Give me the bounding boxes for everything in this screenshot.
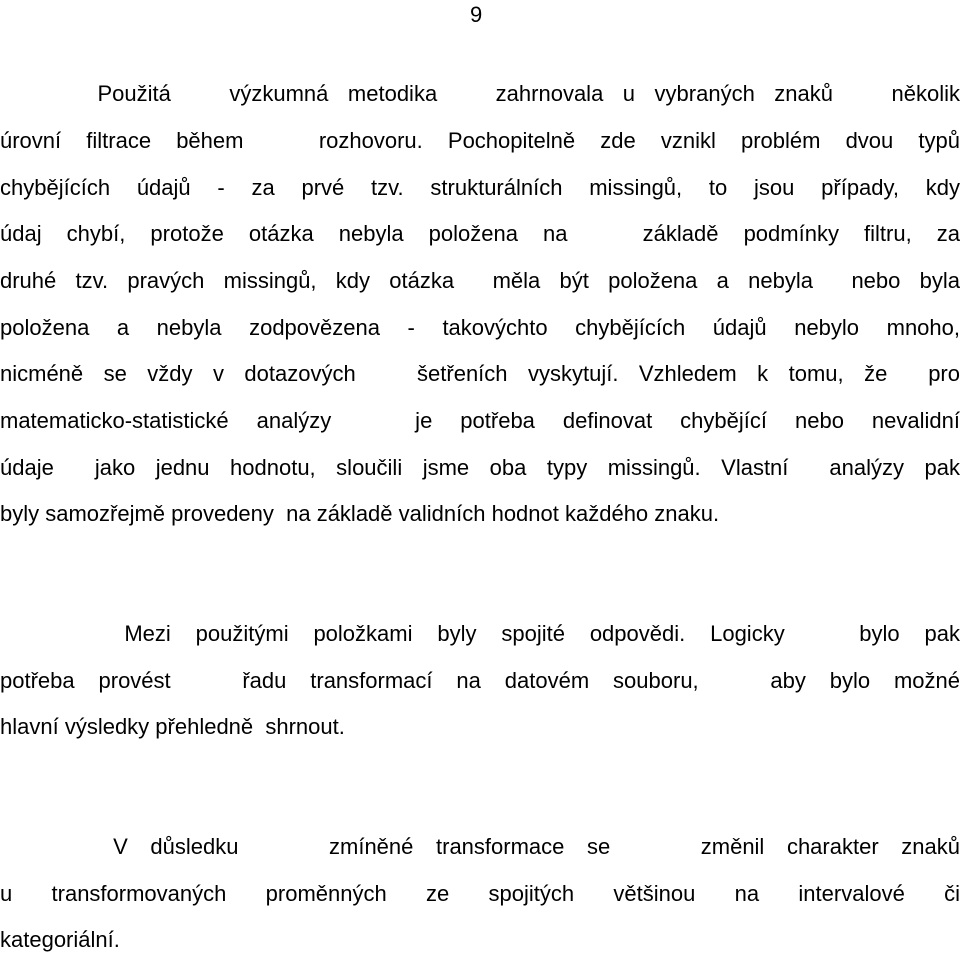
paragraph-line: u transformovaných proměnných ze spojitých většinou na intervalové či: [0, 881, 960, 906]
paragraph-line: položena a nebyla zodpovězena - takovýchto chybějících údajů nebylo mnoho,: [0, 315, 960, 340]
paragraph-line: údaj chybí, protože otázka nebyla položena na základě podmínky filtru, za: [0, 221, 960, 246]
paragraph-line: úrovní filtrace během rozhovoru. Pochopitelně zde vznikl problém dvou typů: [0, 128, 960, 153]
paragraph-line: potřeba provést řadu transformací na datovém souboru, aby bylo možné: [0, 668, 960, 693]
paragraph-line: byly samozřejmě provedeny na základě validních hodnot každého znaku.: [0, 501, 720, 526]
paragraph-line: druhé tzv. pravých missingů, kdy otázka měla být položena a nebyla nebo byla: [0, 268, 960, 293]
page-number: 9: [470, 2, 483, 27]
paragraph-line: údaje jako jednu hodnotu, sloučili jsme oba typy missingů. Vlastní analýzy pak: [0, 455, 960, 480]
paragraph-line: V důsledku zmíněné transformace se změnil charakter znaků: [0, 834, 960, 859]
paragraph-line: kategoriální.: [0, 927, 120, 952]
paragraph-line: hlavní výsledky přehledně shrnout.: [0, 714, 345, 739]
paragraph-line: nicméně se vždy v dotazových šetřeních vyskytují. Vzhledem k tomu, že pro: [0, 361, 960, 386]
paragraph-line: chybějících údajů - za prvé tzv. strukturálních missingů, to jsou případy, kdy: [0, 175, 960, 200]
paragraph-line: Použitá výzkumná metodika zahrnovala u vybraných znaků několik: [0, 81, 960, 106]
paragraph-line: matematicko-statistické analýzy je potřeba definovat chybějící nebo nevalidní: [0, 408, 960, 433]
paragraph-line: Mezi použitými položkami byly spojité odpovědi. Logicky bylo pak: [0, 621, 960, 646]
